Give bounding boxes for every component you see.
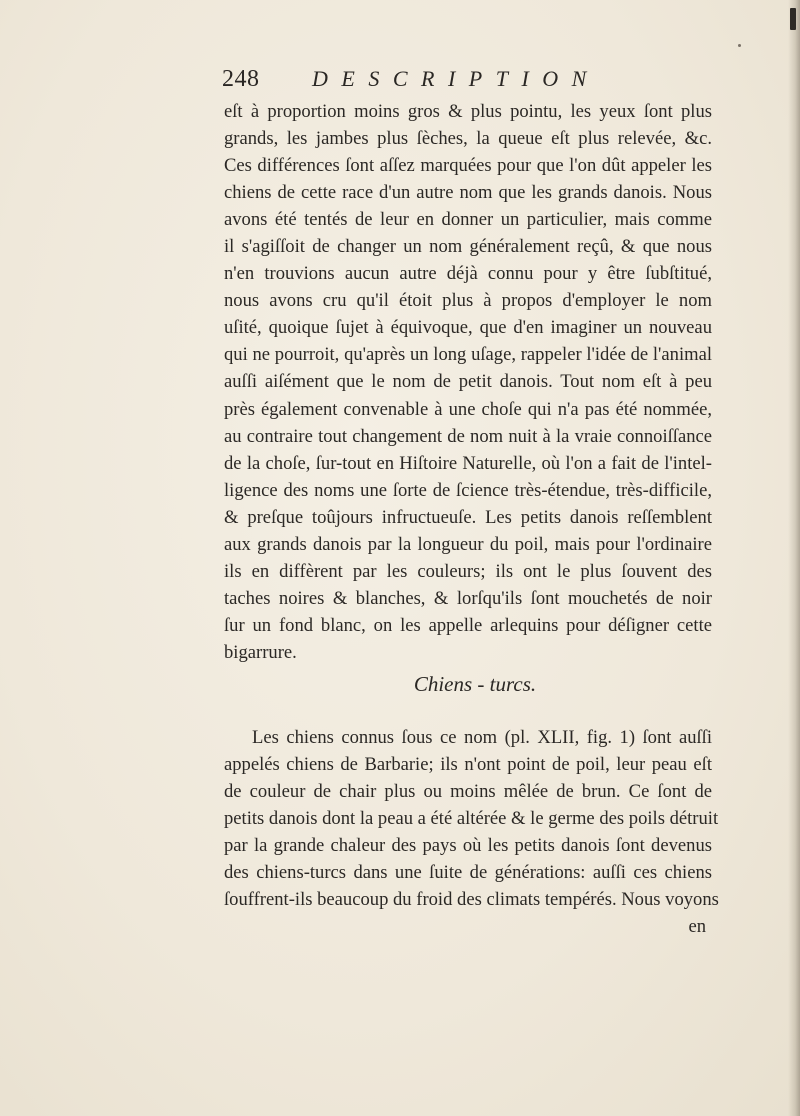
text-line: taches noires & blanches, & lorſqu'ils ſont mouchetés de noir <box>224 587 712 609</box>
text-line: de couleur de chair plus ou moins mêlée de brun. Ce ſont de <box>224 781 712 803</box>
text-line: ſouffrent-ils beaucoup du froid des climats tempérés. Nous voyons <box>224 889 719 911</box>
text-line: bigarrure. <box>224 641 297 663</box>
text-line: près également convenable à une choſe qui n'a pas été nommée, <box>224 398 712 420</box>
text-line: de la choſe, ſur-tout en Hiſtoire Naturelle, où l'on a fait de l'intel- <box>224 452 712 474</box>
running-title: DESCRIPTION <box>312 66 600 91</box>
text-line: aux grands danois par la longueur du poil, mais pour l'ordinaire <box>224 533 712 555</box>
text-line: eſt à proportion moins gros & plus pointu, les yeux ſont plus <box>224 101 712 122</box>
text-line: appelés chiens de Barbarie; ils n'ont point de poil, leur peau eſt <box>224 754 712 776</box>
text-line: nous avons cru qu'il étoit plus à propos d'employer le nom <box>224 290 712 312</box>
text-line: ils en diffèrent par les couleurs; ils ont le plus ſouvent des <box>224 560 712 582</box>
text-line: Les chiens connus ſous ce nom (pl. XLII, fig. 1) ſont auſſi <box>252 726 712 748</box>
text-line: ſur un fond blanc, on les appelle arlequins pour déſigner cette <box>224 614 712 636</box>
text-line: il s'agiſſoit de changer un nom généralement reçû, & que nous <box>224 236 712 258</box>
text-line: n'en trouvions aucun autre déjà connu pour y être ſubſtitué, <box>224 263 712 285</box>
text-line: auſſi aiſément que le nom de petit danois. Tout nom eſt à peu <box>224 371 712 393</box>
page-header <box>222 64 642 96</box>
paper-speck <box>738 44 741 47</box>
corner-mark <box>790 8 796 30</box>
catchword: en <box>688 916 706 938</box>
text-line: petits danois dont la peau a été altérée & le germe des poils détruit <box>224 808 719 830</box>
text-line: ligence des noms une ſorte de ſcience très-étendue, très-difficile, <box>224 479 712 501</box>
spacer <box>224 702 712 724</box>
text-line: au contraire tout changement de nom nuit à la vraie connoiſſance <box>224 425 712 447</box>
text-line: grands, les jambes plus ſèches, la queue eſt plus relevée, &c. <box>224 128 712 150</box>
section-heading: Chiens - turcs. <box>413 671 537 696</box>
text-line: Ces différences ſont aſſez marquées pour que l'on dût appeler les <box>224 155 712 177</box>
body-text <box>224 98 719 940</box>
text-line: par la grande chaleur des pays où les petits danois ſont devenus <box>224 835 712 857</box>
text-line: avons été tentés de leur en donner un particulier, mais comme <box>224 209 712 231</box>
page-number: 248 <box>222 66 260 92</box>
text-line: uſité, quoique ſujet à équivoque, que d'en imaginer un nouveau <box>224 317 712 339</box>
text-line: & preſque toûjours infructueuſe. Les petits danois reſſemblent <box>224 506 712 528</box>
text-line: chiens de cette race d'un autre nom que les grands danois. Nous <box>224 182 712 204</box>
text-line: des chiens-turcs dans une ſuite de générations: auſſi ces chiens <box>224 862 712 884</box>
page-spine-shadow <box>788 0 800 1116</box>
text-line: qui ne pourroit, qu'après un long uſage, rappeler l'idée de l'animal <box>224 344 712 366</box>
